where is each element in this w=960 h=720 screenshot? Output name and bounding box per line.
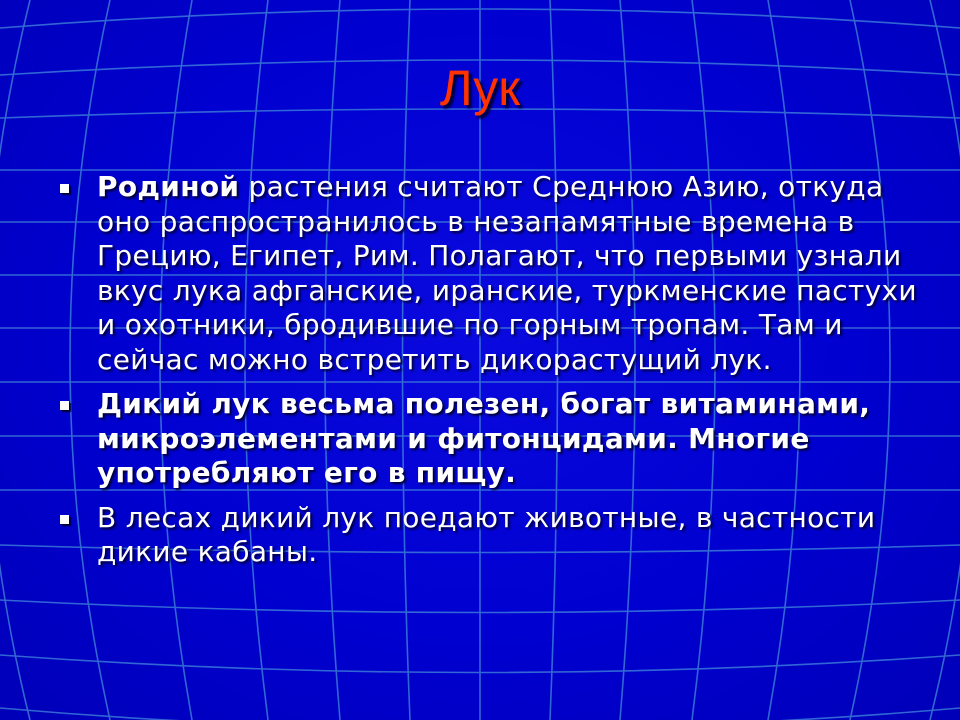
bullet-item-benefits	[60, 387, 920, 491]
bullet-lead-text: Родиной	[97, 170, 240, 203]
slide-title: Лук	[439, 60, 521, 116]
square-bullet-icon	[60, 515, 69, 524]
bullet-item-origin	[60, 170, 920, 377]
bullet-text: растения считают Среднюю Азию, откуда оно распространилось в незапамятные времена в Грецию, Египет, Рим. Полагают, что первыми узнали вкус лука афганские, иранские, туркменские пастухи и охотники, бродившие по горным тропам. Там и сейчас можно встретить дикорастущий лук.	[97, 170, 917, 376]
bullet-text: Дикий лук весьма полезен, богат витаминами, микроэлементами и фитонцидами. Многие употребляют его в пищу.	[97, 387, 871, 489]
bullet-text: В лесах дикий лук поедают животные, в частности дикие кабаны.	[97, 500, 876, 568]
square-bullet-icon	[60, 401, 69, 410]
square-bullet-icon	[60, 184, 69, 193]
bullet-list	[60, 170, 920, 580]
bullet-item-animals	[60, 501, 920, 570]
